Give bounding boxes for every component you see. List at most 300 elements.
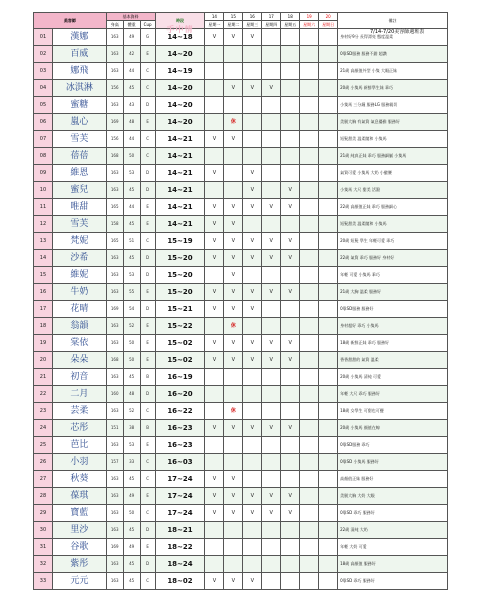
- time-slot: 14~21: [155, 216, 205, 233]
- height-cell: 165: [106, 233, 123, 250]
- note-cell: 22歲 高顏值正妹 乖巧 服務細心: [338, 199, 448, 216]
- height-cell: 169: [106, 539, 123, 556]
- day-cell: [319, 46, 338, 63]
- day-cell: [300, 420, 319, 437]
- cup-cell: C: [140, 471, 155, 488]
- day-cell: [262, 454, 281, 471]
- therapist-name: 谷歌: [52, 539, 106, 556]
- time-slot: 16~03: [155, 454, 205, 471]
- row-number: 11: [34, 199, 53, 216]
- therapist-name: 寶藍: [52, 505, 106, 522]
- height-cell: 157: [106, 454, 123, 471]
- note-cell: 小隻馬 大尺 甜美 活潑: [338, 182, 448, 199]
- day-cell: [281, 301, 300, 318]
- day-cell: 休: [224, 403, 243, 420]
- header-note: 備註: [338, 13, 448, 29]
- day-cell: [281, 267, 300, 284]
- day-cell: [300, 437, 319, 454]
- table-row: [34, 284, 448, 301]
- day-cell: V: [281, 352, 300, 369]
- day-cell: [300, 233, 319, 250]
- time-slot: 14~20: [155, 114, 205, 131]
- schedule-table: [33, 12, 448, 590]
- therapist-name: 花晴: [52, 301, 106, 318]
- time-slot: 14~21: [155, 131, 205, 148]
- table-row: [34, 573, 448, 590]
- note-cell: 20歲 小隻馬 清純 可愛: [338, 369, 448, 386]
- day-cell: V: [224, 420, 243, 437]
- cup-cell: D: [140, 556, 155, 573]
- table-row: [34, 182, 448, 199]
- day-cell: V: [205, 250, 224, 267]
- day-cell: [205, 318, 224, 335]
- day-cell: V: [224, 131, 243, 148]
- time-slot: 14~20: [155, 46, 205, 63]
- day-cell: [205, 386, 224, 403]
- day-cell: V: [262, 352, 281, 369]
- table-row: [34, 199, 448, 216]
- time-slot: 15~20: [155, 250, 205, 267]
- day-cell: V: [281, 505, 300, 522]
- day-cell: V: [281, 420, 300, 437]
- day-cell: [300, 165, 319, 182]
- day-cell: [262, 522, 281, 539]
- day-cell: [281, 97, 300, 114]
- day-cell: [243, 522, 262, 539]
- row-number: 08: [34, 148, 53, 165]
- note-cell: 21歲 純真正妹 乖巧 服務細膩 小隻馬: [338, 148, 448, 165]
- note-cell: 21歲 大胸 溫柔 服務好: [338, 284, 448, 301]
- cup-cell: C: [140, 505, 155, 522]
- height-cell: 163: [106, 284, 123, 301]
- time-slot: 15~19: [155, 233, 205, 250]
- header-weekday-7: 星期日: [319, 21, 338, 29]
- day-cell: V: [281, 284, 300, 301]
- day-cell: V: [281, 250, 300, 267]
- day-cell: [300, 386, 319, 403]
- header-date-7: 20: [319, 13, 338, 21]
- row-number: 05: [34, 97, 53, 114]
- day-cell: V: [281, 488, 300, 505]
- day-cell: [319, 335, 338, 352]
- row-number: 33: [34, 573, 53, 590]
- height-cell: 168: [106, 148, 123, 165]
- weight-cell: 50: [123, 505, 140, 522]
- therapist-name: 小羽: [52, 454, 106, 471]
- day-cell: [205, 522, 224, 539]
- cup-cell: E: [140, 318, 155, 335]
- table-row: [34, 488, 448, 505]
- day-cell: [281, 437, 300, 454]
- day-cell: [205, 403, 224, 420]
- day-cell: V: [205, 301, 224, 318]
- day-cell: [319, 403, 338, 420]
- note-cell: 短髮甜美 溫柔隨和 小隻馬: [338, 216, 448, 233]
- therapist-name: 棠依: [52, 335, 106, 352]
- day-cell: [243, 369, 262, 386]
- header-name: 美容師: [34, 13, 107, 29]
- cup-cell: E: [140, 284, 155, 301]
- day-cell: [262, 403, 281, 420]
- height-cell: 163: [106, 250, 123, 267]
- height-cell: 163: [106, 182, 123, 199]
- day-cell: [281, 63, 300, 80]
- day-cell: V: [224, 216, 243, 233]
- cup-cell: E: [140, 335, 155, 352]
- header-weekday-1: 星期一: [205, 21, 224, 29]
- therapist-name: 冰淇淋: [52, 80, 106, 97]
- weight-cell: 53: [123, 437, 140, 454]
- weight-cell: 52: [123, 318, 140, 335]
- note-cell: 年輕 大尺 乖巧 服務好: [338, 386, 448, 403]
- day-cell: V: [224, 199, 243, 216]
- weight-cell: 44: [123, 199, 140, 216]
- height-cell: 169: [106, 114, 123, 131]
- time-slot: 14~21: [155, 182, 205, 199]
- day-cell: [319, 386, 338, 403]
- day-cell: [319, 369, 338, 386]
- height-cell: 163: [106, 335, 123, 352]
- day-cell: [300, 148, 319, 165]
- day-cell: [262, 471, 281, 488]
- therapist-name: 梵妮: [52, 233, 106, 250]
- day-cell: [300, 352, 319, 369]
- note-cell: 0靠SD 小隻馬 服務好: [338, 454, 448, 471]
- cup-cell: B: [140, 369, 155, 386]
- day-cell: V: [262, 199, 281, 216]
- row-number: 10: [34, 182, 53, 199]
- weight-cell: 53: [123, 165, 140, 182]
- day-cell: V: [243, 165, 262, 182]
- weight-cell: 45: [123, 182, 140, 199]
- day-cell: [224, 46, 243, 63]
- day-cell: [262, 267, 281, 284]
- day-cell: [224, 522, 243, 539]
- weight-cell: 54: [123, 301, 140, 318]
- day-cell: V: [224, 29, 243, 46]
- weight-cell: 38: [123, 420, 140, 437]
- time-slot: 14~21: [155, 165, 205, 182]
- row-number: 25: [34, 437, 53, 454]
- day-cell: [262, 148, 281, 165]
- header-date-2: 15: [224, 13, 243, 21]
- day-cell: V: [224, 284, 243, 301]
- height-cell: 163: [106, 267, 123, 284]
- day-cell: [319, 165, 338, 182]
- day-cell: [319, 80, 338, 97]
- therapist-name: 芯彤: [52, 420, 106, 437]
- day-cell: V: [205, 131, 224, 148]
- day-cell: [281, 131, 300, 148]
- header-date-3: 16: [243, 13, 262, 21]
- time-slot: 15~22: [155, 318, 205, 335]
- note-cell: 香香甜甜的 氣質 溫柔: [338, 352, 448, 369]
- row-number: 24: [34, 420, 53, 437]
- weight-cell: 44: [123, 131, 140, 148]
- weight-cell: 45: [123, 250, 140, 267]
- note-cell: 美腿大胸 有氣質 氣息優雅 服務好: [338, 114, 448, 131]
- cup-cell: E: [140, 488, 155, 505]
- row-number: 22: [34, 386, 53, 403]
- cup-cell: C: [140, 573, 155, 590]
- day-cell: V: [224, 471, 243, 488]
- day-cell: [281, 369, 300, 386]
- day-cell: [300, 267, 319, 284]
- header-height: 身高: [106, 21, 123, 29]
- day-cell: [300, 131, 319, 148]
- cup-cell: E: [140, 46, 155, 63]
- row-number: 17: [34, 301, 53, 318]
- therapist-name: 初音: [52, 369, 106, 386]
- row-number: 07: [34, 131, 53, 148]
- day-cell: [205, 63, 224, 80]
- time-slot: 15~20: [155, 267, 205, 284]
- therapist-name: 里沙: [52, 522, 106, 539]
- note-cell: 22歲 氣質 乖巧 服務好 身材好: [338, 250, 448, 267]
- weight-cell: 45: [123, 556, 140, 573]
- day-cell: [281, 522, 300, 539]
- header-row-1: [34, 13, 448, 21]
- day-cell: 休: [224, 114, 243, 131]
- row-number: 04: [34, 80, 53, 97]
- day-cell: [224, 165, 243, 182]
- cup-cell: D: [140, 250, 155, 267]
- cup-cell: E: [140, 216, 155, 233]
- row-number: 09: [34, 165, 53, 182]
- row-number: 32: [34, 556, 53, 573]
- row-number: 01: [34, 29, 53, 46]
- day-cell: [281, 216, 300, 233]
- day-cell: V: [262, 233, 281, 250]
- height-cell: 163: [106, 437, 123, 454]
- row-number: 02: [34, 46, 53, 63]
- time-slot: 17~24: [155, 471, 205, 488]
- day-cell: [224, 454, 243, 471]
- therapist-name: 沙希: [52, 250, 106, 267]
- day-cell: V: [224, 301, 243, 318]
- header-weekday-5: 星期五: [281, 21, 300, 29]
- table-row: [34, 352, 448, 369]
- day-cell: V: [262, 488, 281, 505]
- table-row: [34, 403, 448, 420]
- therapist-name: 漢娜: [52, 29, 106, 46]
- day-cell: [262, 556, 281, 573]
- day-cell: [319, 488, 338, 505]
- day-cell: V: [224, 352, 243, 369]
- day-cell: [205, 454, 224, 471]
- day-cell: 休: [224, 318, 243, 335]
- day-cell: V: [243, 420, 262, 437]
- table-row: [34, 80, 448, 97]
- day-cell: [262, 573, 281, 590]
- therapist-name: 二月: [52, 386, 106, 403]
- time-slot: 14~20: [155, 80, 205, 97]
- weight-cell: 45: [123, 80, 140, 97]
- weight-cell: 50: [123, 335, 140, 352]
- time-slot: 18~21: [155, 522, 205, 539]
- cup-cell: E: [140, 539, 155, 556]
- day-cell: [319, 471, 338, 488]
- day-cell: [319, 114, 338, 131]
- weight-cell: 43: [123, 97, 140, 114]
- day-cell: [262, 63, 281, 80]
- table-row: [34, 539, 448, 556]
- day-cell: V: [243, 284, 262, 301]
- day-cell: V: [205, 505, 224, 522]
- day-cell: V: [262, 335, 281, 352]
- table-row: [34, 454, 448, 471]
- row-number: 26: [34, 454, 53, 471]
- time-slot: 17~24: [155, 488, 205, 505]
- day-cell: V: [243, 488, 262, 505]
- therapist-name: 蓓蓓: [52, 148, 106, 165]
- day-cell: V: [262, 284, 281, 301]
- row-number: 20: [34, 352, 53, 369]
- header-date-1: 14: [205, 13, 224, 21]
- therapist-name: 百威: [52, 46, 106, 63]
- day-cell: V: [224, 250, 243, 267]
- cup-cell: C: [140, 131, 155, 148]
- note-cell: 0靠SD 乖巧 服務好: [338, 573, 448, 590]
- height-cell: 163: [106, 573, 123, 590]
- therapist-name: 唯甜: [52, 199, 106, 216]
- day-cell: [262, 114, 281, 131]
- day-cell: [262, 182, 281, 199]
- cup-cell: B: [140, 420, 155, 437]
- height-cell: 163: [106, 505, 123, 522]
- height-cell: 163: [106, 165, 123, 182]
- weight-cell: 45: [123, 216, 140, 233]
- note-cell: 22歲 清純 大奶: [338, 522, 448, 539]
- day-cell: [319, 352, 338, 369]
- weight-cell: 45: [123, 522, 140, 539]
- day-cell: [300, 471, 319, 488]
- note-cell: 高顏值正妹 服務好: [338, 471, 448, 488]
- table-row: [34, 148, 448, 165]
- day-cell: [205, 437, 224, 454]
- day-cell: [319, 267, 338, 284]
- day-cell: [300, 114, 319, 131]
- row-number: 21: [34, 369, 53, 386]
- cup-cell: C: [140, 454, 155, 471]
- table-row: [34, 97, 448, 114]
- note-cell: 美腿大胸 大奶 大眼: [338, 488, 448, 505]
- header-weekday-6: 星期六: [300, 21, 319, 29]
- day-cell: [300, 573, 319, 590]
- day-cell: [319, 454, 338, 471]
- day-cell: [300, 369, 319, 386]
- table-row: [34, 420, 448, 437]
- day-cell: [281, 471, 300, 488]
- time-slot: 17~24: [155, 505, 205, 522]
- row-number: 15: [34, 267, 53, 284]
- note-cell: 20歲 小隻馬 顏值在線: [338, 420, 448, 437]
- time-slot: 14~20: [155, 97, 205, 114]
- cup-cell: D: [140, 522, 155, 539]
- day-cell: [300, 182, 319, 199]
- day-cell: V: [281, 233, 300, 250]
- weight-cell: 51: [123, 233, 140, 250]
- weight-cell: 55: [123, 284, 140, 301]
- therapist-name: 朵朵: [52, 352, 106, 369]
- note-cell: 年輕 大奶 可愛: [338, 539, 448, 556]
- day-cell: [319, 97, 338, 114]
- day-cell: [319, 199, 338, 216]
- day-cell: [262, 386, 281, 403]
- day-cell: [205, 182, 224, 199]
- day-cell: V: [243, 301, 262, 318]
- day-cell: [300, 335, 319, 352]
- therapist-name: 蜜糖: [52, 97, 106, 114]
- day-cell: [319, 437, 338, 454]
- day-cell: V: [262, 505, 281, 522]
- day-cell: [262, 437, 281, 454]
- row-number: 12: [34, 216, 53, 233]
- header-weekday-4: 星期四: [262, 21, 281, 29]
- time-slot: 16~22: [155, 403, 205, 420]
- weight-cell: 45: [123, 573, 140, 590]
- day-cell: V: [205, 420, 224, 437]
- day-cell: [224, 148, 243, 165]
- row-number: 23: [34, 403, 53, 420]
- day-cell: V: [205, 335, 224, 352]
- table-row: [34, 505, 448, 522]
- height-cell: 163: [106, 403, 123, 420]
- day-cell: [262, 301, 281, 318]
- therapist-name: 翁韻: [52, 318, 106, 335]
- cup-cell: C: [140, 403, 155, 420]
- time-slot: 15~21: [155, 301, 205, 318]
- day-cell: V: [243, 573, 262, 590]
- header-weekday-3: 星期三: [243, 21, 262, 29]
- weight-cell: 48: [123, 386, 140, 403]
- day-cell: [300, 250, 319, 267]
- time-slot: 14~21: [155, 199, 205, 216]
- day-cell: [319, 216, 338, 233]
- day-cell: V: [224, 80, 243, 97]
- height-cell: 168: [106, 352, 123, 369]
- height-cell: 158: [106, 216, 123, 233]
- height-cell: 165: [106, 199, 123, 216]
- note-cell: 20歲 短髮 學生 年輕可愛 乖巧: [338, 233, 448, 250]
- row-number: 18: [34, 318, 53, 335]
- day-cell: [243, 267, 262, 284]
- day-cell: [243, 131, 262, 148]
- cup-cell: E: [140, 352, 155, 369]
- table-row: [34, 63, 448, 80]
- table-row: [34, 233, 448, 250]
- table-row: [34, 46, 448, 63]
- therapist-name: 維妮: [52, 267, 106, 284]
- day-cell: V: [205, 471, 224, 488]
- day-cell: [281, 539, 300, 556]
- therapist-name: 紫彤: [52, 556, 106, 573]
- day-cell: [319, 420, 338, 437]
- note-cell: 18歲 高顏值 服務好: [338, 556, 448, 573]
- weight-cell: 33: [123, 454, 140, 471]
- day-cell: [224, 63, 243, 80]
- day-cell: [300, 539, 319, 556]
- day-cell: [319, 573, 338, 590]
- day-cell: V: [262, 80, 281, 97]
- header-date-6: 19: [300, 13, 319, 21]
- header-weight: 體重: [123, 21, 140, 29]
- row-number: 28: [34, 488, 53, 505]
- row-number: 27: [34, 471, 53, 488]
- day-cell: [300, 216, 319, 233]
- day-cell: [205, 80, 224, 97]
- header-basic: 基本資料: [106, 13, 155, 21]
